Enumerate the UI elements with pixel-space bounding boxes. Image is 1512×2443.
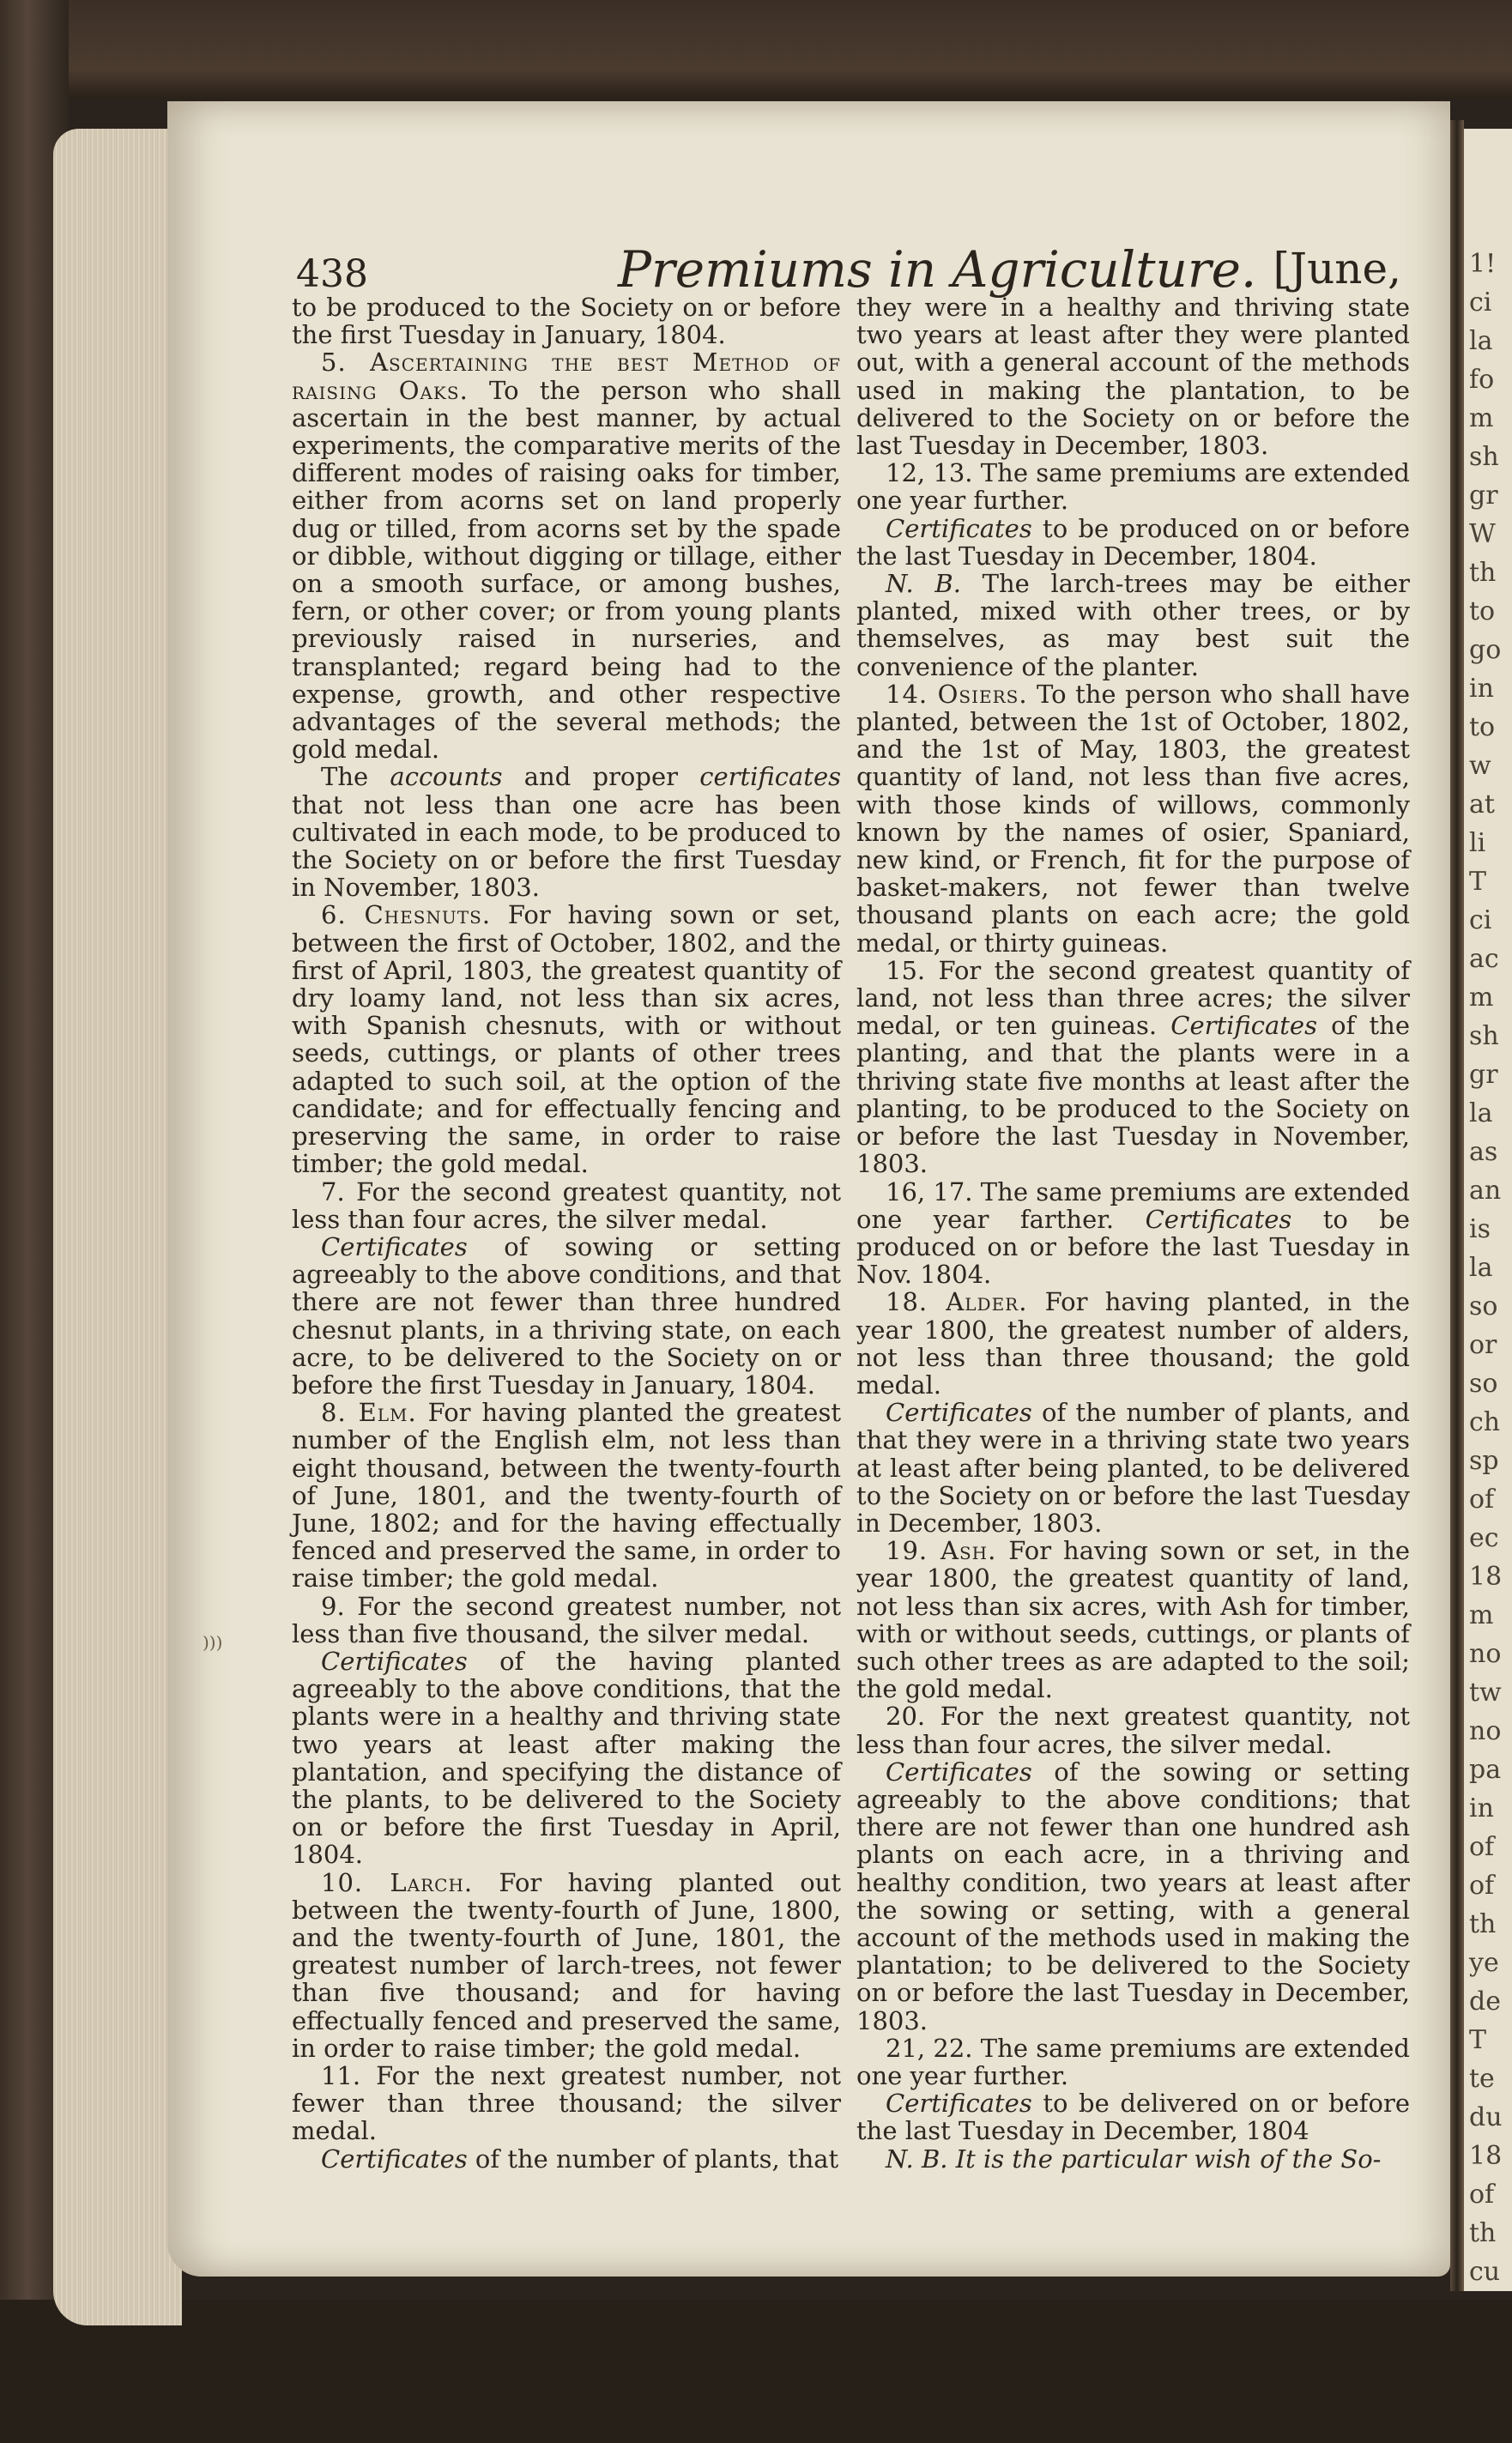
facing-page-text: of [1469, 1832, 1495, 1862]
paragraph [292, 348, 841, 763]
italic-term: Certificates [321, 1231, 468, 1261]
section-heading: 14. Osiers. [886, 679, 1028, 709]
facing-page-text: ci [1469, 287, 1492, 317]
facing-page-text: 18 [1469, 2141, 1503, 2171]
paragraph [856, 1702, 1410, 1757]
paragraph [292, 1399, 841, 1592]
paragraph [856, 680, 1410, 957]
paragraph-text: to be produced on or before the last Tuesday in Nov. 1804. [856, 1204, 1410, 1290]
facing-page-text: m [1469, 983, 1494, 1013]
facing-page-text: du [1469, 2102, 1503, 2132]
paragraph-text: of the number of plants, and that they were in a thriving state two years at least after being planted, to be delivered to the Society on or before the last Tuesday in December, 1803. [856, 1398, 1410, 1538]
facing-page-text: no [1469, 1639, 1502, 1669]
section-heading: 10. Larch. [321, 1867, 474, 1897]
facing-page-text: or [1469, 1330, 1497, 1360]
italic-term: Certificates [321, 1646, 468, 1676]
paragraph [856, 515, 1410, 570]
facing-page-text: gr [1469, 1060, 1498, 1090]
paragraph-text: of the number of plants, that [467, 2144, 839, 2174]
facing-page-text: de [1469, 1986, 1501, 2017]
paragraph-text: of the having planted agreeably to the above conditions, that the plants were in a healthy and thriving state two years at least after making the plantation, and specifying the distance of the plants, to be delivered to the Society on or before the first Tuesday in April, 1804. [292, 1646, 841, 1870]
paragraph [856, 1178, 1410, 1289]
paragraph-text: and proper [502, 762, 700, 792]
paragraph [292, 1178, 841, 1233]
italic-term: Certificates [1170, 1011, 1317, 1041]
paragraph-text: of the sowing or setting agreeably to the above conditions; that there are not fewer than one hundred ash plants on each acre, in a thriving and healthy condition, two years at least after the sowing or setting, with a general account of the methods used in making the plantation; to be delivered to the Society on or before the last Tuesday in December, 1803. [856, 1757, 1410, 2035]
facing-page-text: is [1469, 1214, 1491, 1244]
paragraph [856, 1537, 1410, 1702]
section-heading: 8. Elm. [321, 1398, 417, 1428]
paragraph-text: 16, 17. The same premiums are extended one year farther. [856, 1176, 1410, 1234]
facing-page-text: to [1469, 596, 1496, 626]
paragraph [292, 763, 841, 901]
left-text-column [292, 293, 841, 2173]
facing-page-text: li [1469, 828, 1486, 858]
facing-page-text: so [1469, 1369, 1498, 1399]
paragraph [856, 2145, 1410, 2173]
facing-page-fragment [1464, 129, 1512, 2291]
paragraph [292, 293, 841, 348]
facing-page-text: of [1469, 2180, 1495, 2210]
paragraph-text: For having planted the greatest number of the English elm, not less than eight thousand, between the twenty-fourth of June, 1801, and the twenty-fourth of June, 1802; and for the having effectually fenced and preserved the same, in order to raise timber; the gold medal. [292, 1398, 841, 1593]
page-number: 438 [296, 252, 368, 296]
facing-page-text: W [1469, 519, 1496, 549]
facing-page-text: ye [1469, 1948, 1499, 1978]
running-head-month: [June, [1273, 244, 1401, 293]
italic-term: accounts [390, 762, 503, 792]
paragraph [856, 459, 1410, 514]
facing-page-text: 18 [1469, 1562, 1503, 1592]
page-fore-edge [53, 129, 182, 2325]
facing-page-text: T [1469, 867, 1487, 897]
paragraph [292, 2145, 841, 2173]
italic-term: Certificates [886, 1757, 1032, 1787]
facing-page-text: ch [1469, 1407, 1501, 1437]
facing-page-text: te [1469, 2064, 1495, 2094]
book-gutter [1450, 120, 1464, 2291]
book-board-bottom [0, 2300, 1512, 2443]
facing-page-text: ci [1469, 905, 1492, 935]
paragraph-text: 21, 22. The same premiums are extended one year further. [856, 2033, 1410, 2090]
paragraph [292, 1233, 841, 1399]
facing-page-text: pa [1469, 1755, 1502, 1785]
paragraph-text: To the person who shall have planted, between the 1st of October, 1802, and the 1st of May, 1803, the greatest quantity of land, not less than five acres, with those kinds of willows, commonly known by the names of osier, Spaniard, new kind, or French, fit for the purpose of basket-makers, not fewer than twelve thousand plants on each acre; the gold medal, or thirty guineas. [856, 679, 1410, 958]
paragraph-text: For having planted, in the year 1800, the greatest number of alders, not less than three thousand; the gold medal. [856, 1287, 1410, 1400]
facing-page-text: go [1469, 635, 1502, 665]
paragraph [856, 1399, 1410, 1537]
paragraph [856, 293, 1410, 459]
facing-page-text: as [1469, 1137, 1498, 1167]
right-text-column [856, 293, 1410, 2173]
paragraph [292, 1648, 841, 1869]
paragraph-text: of sowing or setting agreeably to the above conditions, and that there are not fewer than three hundred chesnut plants, in a thriving state, on each acre, to be delivered to the Society on or before the first Tuesday in January, 1804. [292, 1231, 841, 1400]
facing-page-text: la [1469, 1253, 1493, 1283]
facing-page-text: th [1469, 1909, 1497, 1939]
italic-term: N. B. [886, 569, 961, 599]
facing-page-text: 1! [1469, 249, 1497, 279]
italic-term: certificates [699, 762, 841, 792]
paragraph [292, 901, 841, 1177]
paragraph [856, 1758, 1410, 2035]
paragraph-text: of the planting, and that the plants were in a thriving state five months at least after the planting, to be produced to the Society on or before the last Tuesday in November, 1803. [856, 1011, 1410, 1179]
paragraph-text: 11. For the next greatest number, not fewer than three thousand; the silver medal. [292, 2061, 841, 2146]
facing-page-text: th [1469, 558, 1497, 588]
facing-page-text: m [1469, 1600, 1494, 1630]
paragraph-text: that not less than one acre has been cultivated in each mode, to be produced to the Society on or before the first Tuesday in November, 1803. [292, 789, 841, 903]
paragraph-text: to be produced to the Society on or before the first Tuesday in January, 1804. [292, 293, 841, 350]
paragraph [292, 1869, 841, 2062]
paragraph-text: 7. For the second greatest quantity, not less than four acres, the silver medal. [292, 1176, 841, 1234]
facing-page-text: la [1469, 326, 1493, 356]
facing-page-text: in [1469, 674, 1494, 704]
book-board-top [0, 0, 1512, 99]
italic-term: Certificates [1145, 1204, 1292, 1234]
italic-term: N. B. It is the particular wish of the So- [886, 2144, 1382, 2174]
paragraph [856, 2089, 1410, 2144]
paragraph-text: 12, 13. The same premiums are extended one year further. [856, 458, 1410, 516]
section-heading: 19. Ash. [886, 1536, 997, 1566]
facing-page-text: T [1469, 2025, 1487, 2055]
facing-page-text: ac [1469, 944, 1499, 974]
facing-page-text: no [1469, 1716, 1502, 1746]
facing-page-text: gr [1469, 481, 1498, 511]
facing-page-text: sp [1469, 1446, 1499, 1476]
paragraph [856, 957, 1410, 1178]
italic-term: Certificates [886, 513, 1032, 543]
section-heading: 18. Alder. [886, 1287, 1028, 1317]
paragraph-text: 20. For the next greatest quantity, not less than four acres, the silver medal. [856, 1702, 1410, 1759]
facing-page-text: an [1469, 1176, 1502, 1206]
facing-page-text: th [1469, 2218, 1497, 2248]
facing-page-text: to [1469, 712, 1496, 742]
paragraph-text: to be delivered on or before the last Tuesday in December, 1804 [856, 2089, 1410, 2146]
facing-page-text: of [1469, 1871, 1495, 1901]
facing-page-text: sh [1469, 442, 1499, 472]
facing-page-text: sh [1469, 1021, 1499, 1051]
section-heading: 6. Chesnuts. [321, 900, 492, 930]
paragraph-text: to be produced on or before the last Tuesday in December, 1804. [856, 513, 1410, 571]
italic-term: Certificates [886, 1398, 1032, 1428]
section-heading: 5. Ascertaining the best Method of raising Oaks. [292, 348, 841, 405]
margin-mark: ))) [203, 1632, 223, 1653]
page-title: Premiums in Agriculture. [618, 240, 1257, 299]
facing-page-text: tw [1469, 1678, 1502, 1708]
paragraph-text: they were in a healthy and thriving state two years at least after they were planted out, with a general account of the methods used in making the plantation, to be delivered to the Society on or before the last Tuesday in December, 1803. [856, 293, 1410, 461]
paragraph-text: The larch-trees may be either planted, mixed with other trees, or by themselves, as may best suit the convenience of the planter. [856, 569, 1410, 681]
italic-term: Certificates [321, 2144, 468, 2174]
paragraph [292, 2062, 841, 2145]
facing-page-text: in [1469, 1793, 1494, 1823]
facing-page-text: m [1469, 403, 1494, 433]
running-head [296, 240, 1412, 300]
paragraph [856, 2035, 1410, 2089]
facing-page-text: cu [1469, 2257, 1501, 2287]
facing-page-text: la [1469, 1098, 1493, 1128]
facing-page-text: fo [1469, 365, 1495, 395]
paragraph-text: The [321, 762, 390, 792]
paragraph [856, 1288, 1410, 1399]
paragraph-text: To the person who shall ascertain in the best manner, by actual experiments, the comparative merits of the different modes of raising oaks for timber, either from acorns set on land properly dug or tilled, from acorns set by the spade or dibble, without digging or tillage, either on a smooth surface, or among bushes, fern, or other cover; or from young plants previously raised in nurseries, and transplanted; regard being had to the expense, growth, and other respective advantages of the several methods; the gold medal. [292, 375, 841, 765]
paragraph [856, 570, 1410, 680]
paragraph-text: For having sown or set, in the year 1800, the greatest quantity of land, not less than six acres, with Ash for timber, with or without seeds, cuttings, or plants of such other trees as are adapted to the soil; the gold medal. [856, 1536, 1410, 1704]
paragraph-text: For having planted out between the twenty-fourth of June, 1800, and the twenty-fourth of June, 1801, the greatest number of larch-trees, not fewer than five thousand; and for having effectually fenced and preserved the same, in order to raise timber; the gold medal. [292, 1867, 842, 2063]
facing-page-text: ec [1469, 1523, 1499, 1553]
facing-page-text: w [1469, 751, 1491, 781]
paragraph-text: For having sown or set, between the first of October, 1802, and the first of April, 1803, the greatest quantity of dry loamy land, not less than six acres, with Spanish chesnuts, with or without seeds, cuttings, or plants of other trees adapted to such soil, at the option of the candidate; and for effectually fencing and preserving the same, in order to raise timber; the gold medal. [292, 900, 841, 1179]
paragraph [292, 1593, 841, 1648]
paragraph-text: 15. For the second greatest quantity of land, not less than three acres; the silver medal, or ten guineas. [856, 955, 1410, 1041]
facing-page-text: so [1469, 1291, 1498, 1321]
paragraph-text: 9. For the second greatest number, not less than five thousand, the silver medal. [292, 1591, 841, 1648]
italic-term: Certificates [886, 2089, 1032, 2119]
facing-page-text: of [1469, 1485, 1495, 1515]
facing-page-text: at [1469, 789, 1495, 819]
